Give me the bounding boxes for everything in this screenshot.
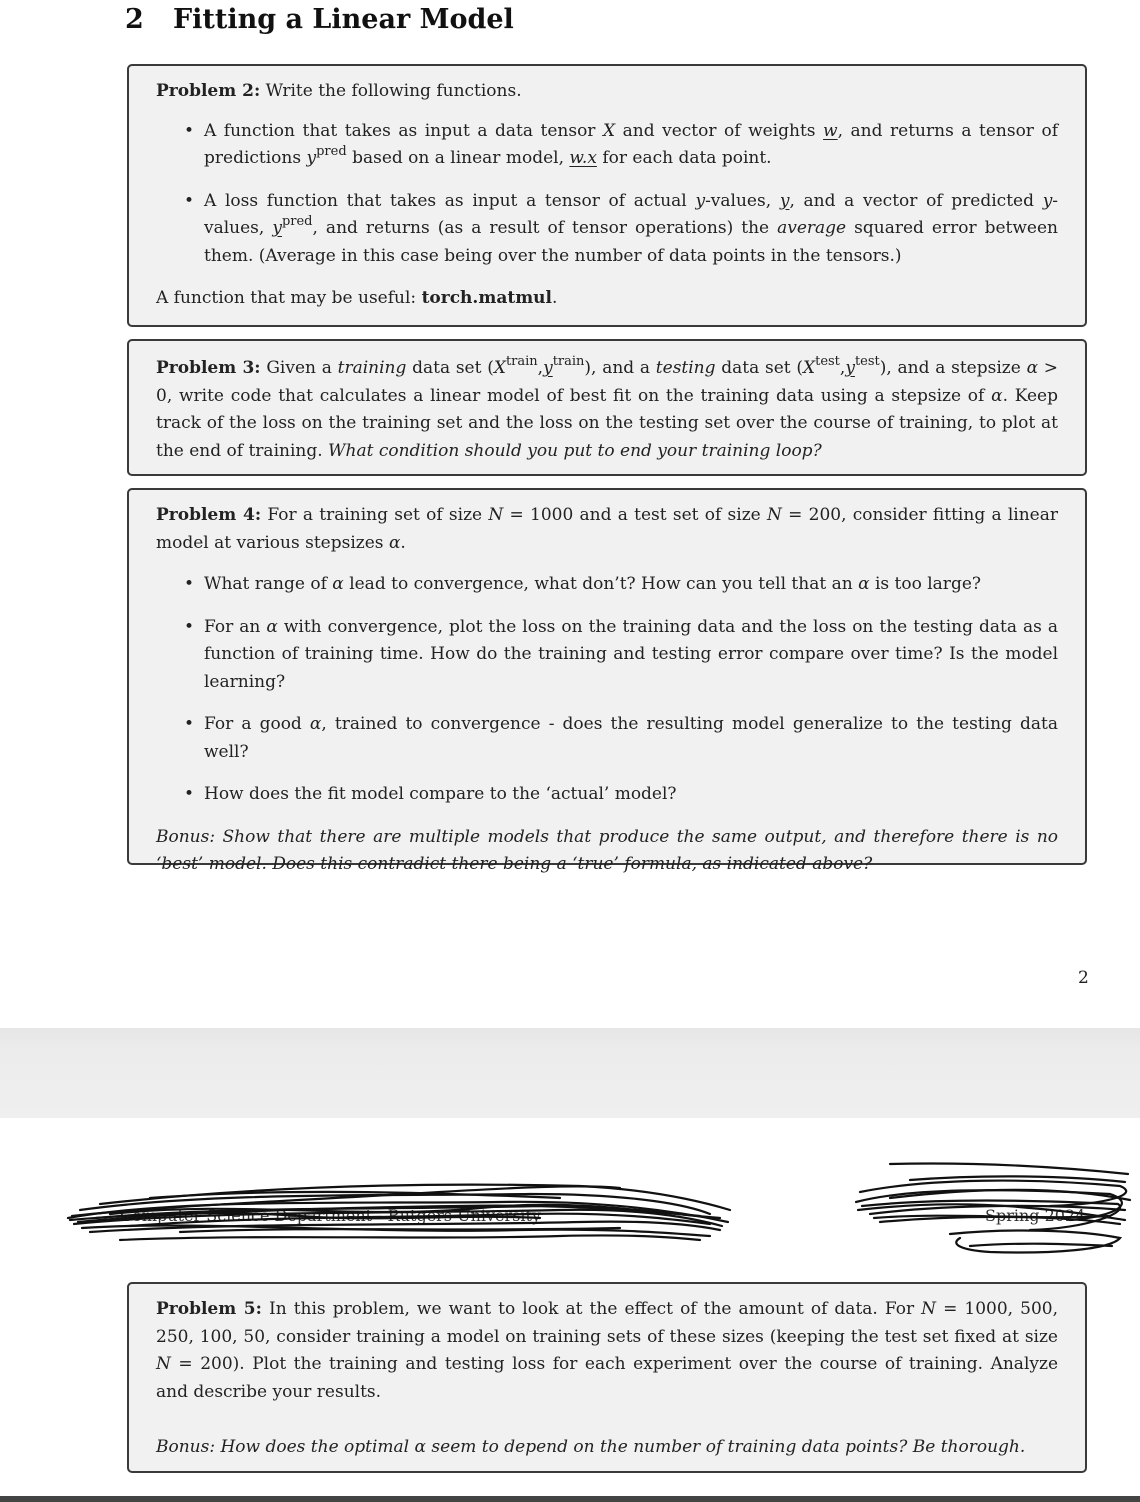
- running-header-left: Computer Science Department - Rutgers University: [120, 1206, 541, 1225]
- problem-4-bonus: Bonus: Show that there are multiple models that produce the same output, and therefore there is no ‘best’ model. Does this contradict there being a ‘true’ formula, as indicated above?: [156, 826, 1058, 874]
- page-gap: [0, 1028, 1140, 1118]
- problem-4-box: [127, 488, 1087, 874]
- list-item: • A loss function that takes as input a tensor of actual y-values, y, and a vector of predicted y-values, $y^{pred}$, and returns (as a result of tensor operations) the average squared error between them. (Average in this case being over the number of data points in the tensors.): [204, 188, 1058, 271]
- list-item: • For a good α, trained to convergence - does the resulting model generalize to the testing data well?: [204, 711, 1058, 766]
- section-heading: [125, 4, 514, 35]
- section-number: 2: [125, 4, 144, 35]
- redaction-scribble-right: [850, 1158, 1135, 1268]
- list-item: • For an α with convergence, plot the loss on the training data and the loss on the testing data as a function of training time. How do the training and testing error compare over time? Is the model learning?: [204, 614, 1058, 697]
- list-item: • A function that takes as input a data tensor X and vector of weights w, and returns a tensor of predictions $y^{pred}$ based on a linear model, w.x for each data point.: [204, 118, 1058, 173]
- problem-3-question: What condition should you put to end your training loop?: [328, 440, 822, 461]
- list-item: • How does the fit model compare to the ‘actual’ model?: [204, 781, 1058, 809]
- problem-3-box: [127, 339, 1087, 476]
- redaction-scribble-left: [60, 1170, 740, 1250]
- problem-3-text: Problem 3: Given a training data set $(X^{train},y^{train})$, and a testing data set $(X^{test},y^{test})$, and a stepsize α > 0, write code that calculates a linear model of best fit on the training data using a stepsize of α. Keep track of the loss on the training set and the loss on the testing set over the course of training, to plot at the end of training. What condition should you put to end your training loop?: [156, 354, 1059, 461]
- problem-2-box: [127, 64, 1087, 327]
- running-header-right: Spring 2024: [985, 1206, 1086, 1225]
- problem-2-footer: A function that may be useful: torch.matmul.: [156, 288, 558, 308]
- problem-5-bonus: Bonus: How does the optimal α seem to depend on the number of training data points? Be thorough.: [156, 1437, 1026, 1457]
- page-number: 2: [1078, 968, 1089, 988]
- problem-5-box: [127, 1282, 1087, 1473]
- problem-4-label: Problem 4:: [156, 505, 262, 525]
- problem-2-label: Problem 2:: [156, 81, 261, 101]
- problem-3-label: Problem 3:: [156, 358, 261, 378]
- problem-2-list: [156, 118, 1058, 271]
- problem-2-intro: Problem 2: Write the following functions.: [156, 81, 522, 101]
- section-title: Fitting a Linear Model: [173, 4, 514, 35]
- code-function-name: torch.matmul: [421, 288, 553, 308]
- problem-4-intro: Problem 4: For a training set of size N = 1000 and a test set of size N = 200, consider fitting a linear model at various stepsizes α.: [156, 505, 1059, 553]
- bottom-edge-bar: [0, 1496, 1140, 1502]
- list-item: • What range of α lead to convergence, what don’t? How can you tell that an α is too large?: [204, 571, 1058, 599]
- problem-5-label: Problem 5:: [156, 1299, 262, 1319]
- problem-5-text: Problem 5: In this problem, we want to look at the effect of the amount of data. For N = 1000, 500, 250, 100, 50, consider training a model on training sets of these sizes (keeping the test set fixed at size N = 200). Plot the training and testing loss for each experiment over the course of training. Analyze and describe your results.: [156, 1299, 1059, 1402]
- problem-4-list: [156, 571, 1058, 809]
